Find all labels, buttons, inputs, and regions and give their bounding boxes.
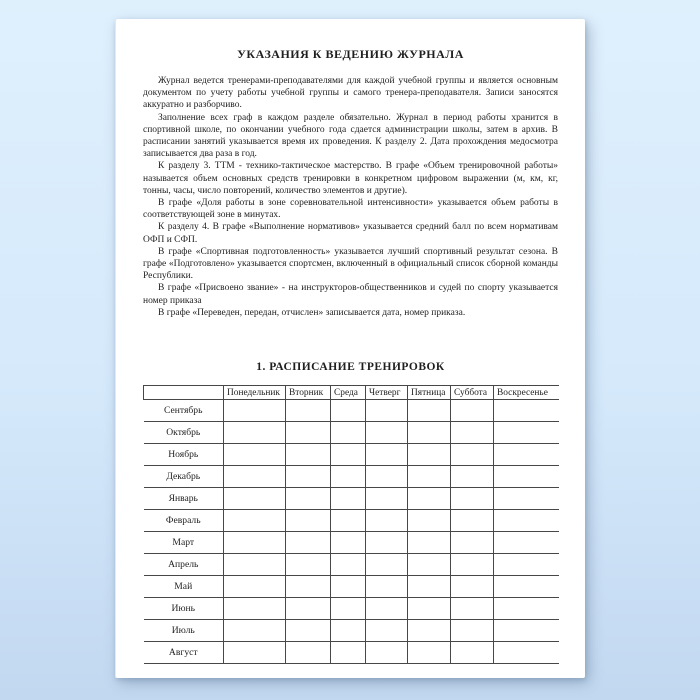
paragraph: В графе «Доля работы в зоне соревновательной интенсивности» указывается объем работы в соответствующей зоне в минутах. xyxy=(143,198,558,221)
schedule-cell xyxy=(408,576,451,598)
schedule-cell xyxy=(451,532,494,554)
schedule-cell xyxy=(408,642,451,664)
schedule-cell xyxy=(366,510,408,532)
schedule-cell xyxy=(366,554,408,576)
schedule-cell xyxy=(286,598,331,620)
schedule-cell xyxy=(451,642,494,664)
schedule-cell xyxy=(494,642,559,664)
schedule-cell xyxy=(366,400,408,422)
schedule-cell xyxy=(366,598,408,620)
schedule-cell xyxy=(286,422,331,444)
schedule-cell xyxy=(451,400,494,422)
schedule-cell xyxy=(286,488,331,510)
schedule-cell xyxy=(331,510,366,532)
schedule-cell xyxy=(494,598,559,620)
schedule-cell xyxy=(408,444,451,466)
schedule-cell xyxy=(451,422,494,444)
schedule-cell xyxy=(286,642,331,664)
schedule-cell xyxy=(408,488,451,510)
schedule-cell xyxy=(286,466,331,488)
schedule-cell xyxy=(331,576,366,598)
schedule-cell xyxy=(331,488,366,510)
day-header: Пятница xyxy=(408,386,451,400)
schedule-cell xyxy=(451,510,494,532)
schedule-cell xyxy=(224,532,286,554)
section-title: 1. РАСПИСАНИЕ ТРЕНИРОВОК xyxy=(256,361,445,374)
schedule-header xyxy=(144,386,559,400)
schedule-cell xyxy=(408,532,451,554)
schedule-cell xyxy=(331,444,366,466)
schedule-cell xyxy=(331,620,366,642)
schedule-cell xyxy=(494,422,559,444)
schedule-cell xyxy=(366,444,408,466)
schedule-cell xyxy=(366,576,408,598)
schedule-cell xyxy=(451,576,494,598)
month-label: Май xyxy=(144,576,224,598)
schedule-cell xyxy=(494,488,559,510)
month-label: Декабрь xyxy=(144,466,224,488)
paragraph: К разделу 3. ТТМ - технико-тактическое мастерство. В графе «Объем тренировочной работы» называется объем основных средств тренировки в конкретном цифровом выражении (м, км, кг, тонны, часы, число повторений, количество элементов и другие). xyxy=(143,161,558,196)
day-header: Вторник xyxy=(286,386,331,400)
schedule-cell xyxy=(224,444,286,466)
schedule-cell xyxy=(408,510,451,532)
schedule-cell xyxy=(366,422,408,444)
schedule-cell xyxy=(494,400,559,422)
schedule-cell xyxy=(286,444,331,466)
schedule-cell xyxy=(494,444,559,466)
schedule-cell xyxy=(366,620,408,642)
paragraph: В графе «Переведен, передан, отчислен» записывается дата, номер приказа. xyxy=(158,307,466,318)
schedule-cell xyxy=(224,598,286,620)
schedule-cell xyxy=(408,400,451,422)
schedule-cell xyxy=(451,554,494,576)
schedule-row xyxy=(144,510,559,532)
corner-cell xyxy=(144,386,224,400)
schedule-cell xyxy=(331,554,366,576)
schedule-cell xyxy=(331,642,366,664)
schedule-cell xyxy=(494,466,559,488)
schedule-cell xyxy=(331,598,366,620)
paragraph: К разделу 4. В графе «Выполнение нормативов» указывается средний балл по всем нормативам ОФП и СФП. xyxy=(143,222,558,245)
instructions-body xyxy=(143,75,558,319)
schedule-cell xyxy=(366,466,408,488)
day-header: Четверг xyxy=(366,386,408,400)
schedule-cell xyxy=(224,554,286,576)
day-header: Среда xyxy=(331,386,366,400)
schedule-row xyxy=(144,422,559,444)
schedule-cell xyxy=(224,620,286,642)
month-label: Январь xyxy=(144,488,224,510)
schedule-row xyxy=(144,488,559,510)
schedule-cell xyxy=(286,576,331,598)
schedule-row xyxy=(144,466,559,488)
month-label: Октябрь xyxy=(144,422,224,444)
schedule-cell xyxy=(494,532,559,554)
schedule-cell xyxy=(224,510,286,532)
schedule-row xyxy=(144,576,559,598)
schedule-cell xyxy=(451,444,494,466)
training-schedule-table xyxy=(143,385,559,664)
schedule-cell xyxy=(494,620,559,642)
schedule-cell xyxy=(286,400,331,422)
schedule-row xyxy=(144,400,559,422)
journal-page xyxy=(115,19,585,678)
schedule-cell xyxy=(451,466,494,488)
schedule-row xyxy=(144,598,559,620)
month-label: Сентябрь xyxy=(144,400,224,422)
schedule-cell xyxy=(408,620,451,642)
schedule-row xyxy=(144,620,559,642)
schedule-cell xyxy=(331,532,366,554)
schedule-cell xyxy=(224,576,286,598)
month-label: Март xyxy=(144,532,224,554)
schedule-cell xyxy=(331,400,366,422)
schedule-cell xyxy=(286,554,331,576)
schedule-cell xyxy=(366,488,408,510)
schedule-cell xyxy=(224,466,286,488)
schedule-cell xyxy=(451,620,494,642)
schedule-cell xyxy=(286,620,331,642)
schedule-cell xyxy=(451,488,494,510)
schedule-body xyxy=(144,400,559,664)
month-label: Июнь xyxy=(144,598,224,620)
schedule-cell xyxy=(494,576,559,598)
schedule-cell xyxy=(408,598,451,620)
day-header: Понедельник xyxy=(224,386,286,400)
schedule-cell xyxy=(494,510,559,532)
month-label: Июль xyxy=(144,620,224,642)
schedule-cell xyxy=(451,598,494,620)
schedule-cell xyxy=(331,466,366,488)
month-label: Ноябрь xyxy=(144,444,224,466)
schedule-cell xyxy=(224,642,286,664)
schedule-row xyxy=(144,642,559,664)
schedule-cell xyxy=(286,510,331,532)
schedule-row xyxy=(144,554,559,576)
schedule-cell xyxy=(286,532,331,554)
paragraph: В графе «Присвоено звание» - на инструкторов-общественников и судей по спорту указывается номер приказа xyxy=(143,283,558,306)
schedule-cell xyxy=(224,488,286,510)
schedule-cell xyxy=(408,554,451,576)
schedule-cell xyxy=(408,422,451,444)
schedule-row xyxy=(144,444,559,466)
day-header: Суббота xyxy=(451,386,494,400)
schedule-cell xyxy=(224,400,286,422)
paragraph: В графе «Спортивная подготовленность» указывается лучший спортивный результат сезона. В графе «Подготовлено» указывается спортсмен, включенный в официальный список сборной команды Республики. xyxy=(143,246,558,282)
schedule-row xyxy=(144,532,559,554)
page-title: УКАЗАНИЯ К ВЕДЕНИЮ ЖУРНАЛА xyxy=(237,47,464,61)
schedule-cell xyxy=(366,532,408,554)
paragraph: Заполнение всех граф в каждом разделе обязательно. Журнал в период работы хранится в спортивной школе, по окончании учебного года сдается администрации школы, затем в архив. В расписании занятий указывается время их проведения. К разделу 2. Дата прохождения медосмотра записывается два раза в год. xyxy=(143,112,558,160)
schedule-cell xyxy=(408,466,451,488)
schedule-cell xyxy=(366,642,408,664)
month-label: Апрель xyxy=(144,554,224,576)
month-label: Август xyxy=(144,642,224,664)
schedule-cell xyxy=(224,422,286,444)
paragraph: Журнал ведется тренерами-преподавателями для каждой учебной группы и является основным документом по учету работы учебной группы и самого тренера-преподавателя. Записи заносятся аккуратно и разборчиво. xyxy=(143,76,558,111)
day-header: Воскресенье xyxy=(494,386,559,400)
schedule-cell xyxy=(331,422,366,444)
schedule-cell xyxy=(494,554,559,576)
month-label: Февраль xyxy=(144,510,224,532)
days-header-row xyxy=(144,386,559,400)
